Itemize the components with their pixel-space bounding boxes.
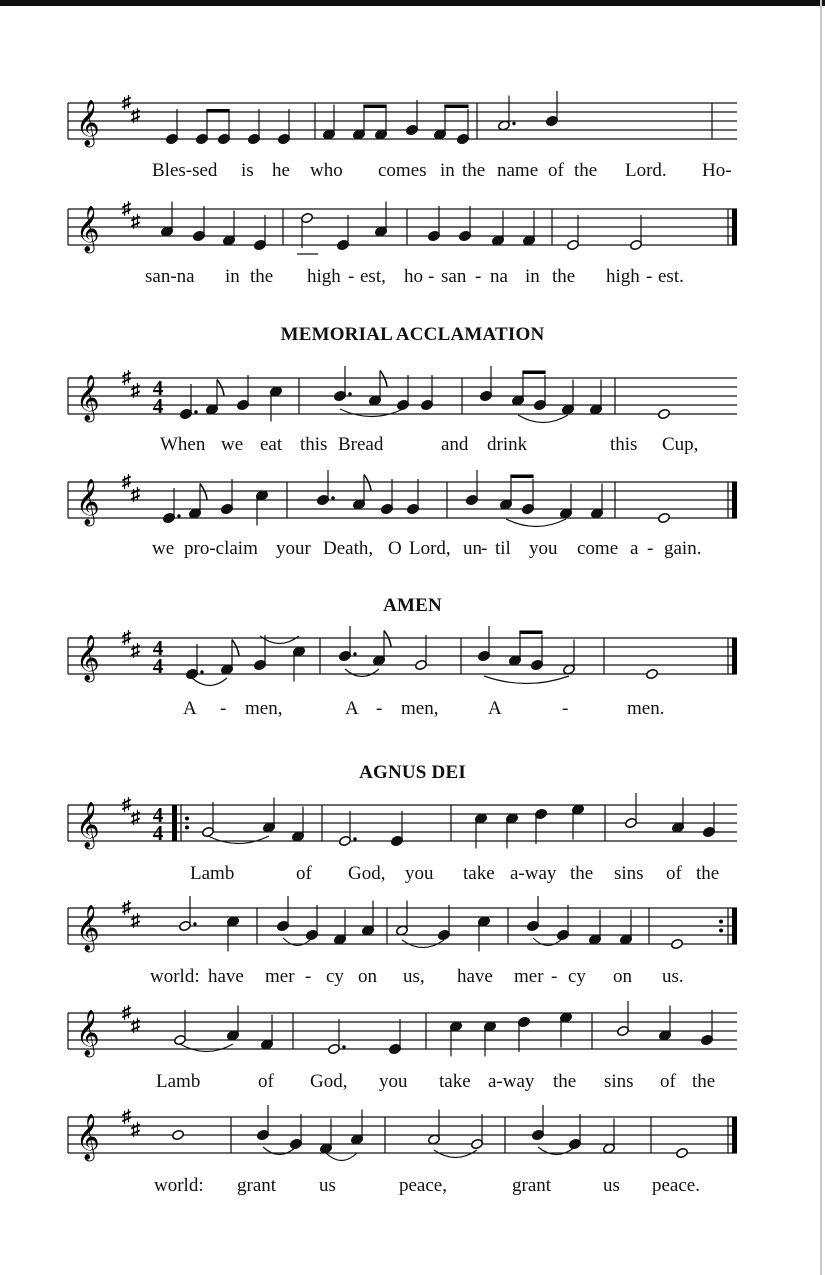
lyric-syllable: est, (360, 266, 386, 287)
repeat-dot (719, 929, 723, 933)
note-beam (522, 371, 545, 375)
note-dot (353, 652, 356, 655)
time-signature-top: 4 (152, 376, 164, 400)
lyric-syllable: san (441, 266, 467, 287)
note-beam (519, 631, 542, 635)
sharp-sign: ♯ (131, 211, 140, 231)
memorial-acclamation-heading: MEMORIAL ACCLAMATION (280, 324, 545, 345)
time-signature-bottom: 4 (152, 654, 164, 678)
lyric-syllable: Cup, (662, 434, 699, 455)
slur (326, 1153, 357, 1161)
lyric-syllable: in (440, 160, 455, 181)
lyric-syllable: grant (237, 1175, 277, 1196)
treble-clef: 𝄞 (76, 635, 100, 680)
lyric-syllable: Lord, (409, 538, 451, 559)
lyric-syllable: you (379, 1071, 408, 1092)
lyric-syllable: your (276, 538, 311, 559)
lyric-syllable: the (692, 1071, 716, 1092)
lyric-syllable: the (696, 863, 720, 884)
lyric-syllable: - (647, 538, 654, 559)
lyric-syllable: sins (614, 863, 644, 884)
note-dot (512, 122, 515, 125)
lyric-syllable: and (441, 434, 469, 455)
amen-heading: AMEN (383, 595, 442, 616)
lyric-syllable: he (272, 160, 290, 181)
lyric-syllable: high (606, 266, 640, 287)
lyric-syllable: the (574, 160, 598, 181)
lyric-syllable: us, (403, 966, 425, 987)
lyric-syllable: come (577, 538, 619, 559)
lyric-syllable: Lamb (156, 1071, 201, 1092)
lyric-syllable: ho (404, 266, 423, 287)
note-dot (194, 410, 197, 413)
lyric-syllable: - (481, 538, 488, 559)
lyric-syllable: - (376, 698, 383, 719)
lyric-syllable: - (305, 966, 312, 987)
lyric-syllable: a-way (510, 863, 557, 884)
lyric-syllable: us. (662, 966, 684, 987)
sharp-sign: ♯ (131, 807, 140, 827)
lyric-syllable: cy (326, 966, 344, 987)
repeat-end-thick (732, 908, 737, 944)
slur (345, 669, 379, 677)
lyric-syllable: men, (401, 698, 439, 719)
time-signature-top: 4 (152, 636, 164, 660)
note-dot (348, 392, 351, 395)
lyric-syllable: - (551, 966, 558, 987)
repeat-bar-thick (172, 805, 177, 841)
lyric-syllable: world: (150, 966, 200, 987)
treble-clef: 𝄞 (76, 802, 100, 847)
lyric-syllable: us (319, 1175, 336, 1196)
slur (506, 519, 566, 527)
lyric-syllable: comes (378, 160, 427, 181)
note-dot (193, 922, 196, 925)
note-head (658, 512, 671, 523)
lyric-syllable: grant (512, 1175, 552, 1196)
lyric-syllable: cy (568, 966, 586, 987)
slur (180, 1044, 233, 1052)
repeat-dot (185, 826, 189, 830)
lyric-syllable: sins (604, 1071, 634, 1092)
sharp-sign: ♯ (131, 910, 140, 930)
lyric-syllable: til (495, 538, 511, 559)
slur (434, 1150, 477, 1158)
sharp-sign: ♯ (122, 794, 131, 814)
lyric-syllable: the (462, 160, 486, 181)
lyric-syllable: Bles-sed (152, 160, 218, 181)
lyric-syllable: - (646, 266, 653, 287)
lyric-syllable: in (525, 266, 540, 287)
lyric-syllable: men, (245, 698, 283, 719)
note-beam (206, 109, 229, 113)
final-bar-thick (732, 638, 737, 674)
lyric-syllable: A (183, 698, 197, 719)
lyric-syllable: Bread (338, 434, 384, 455)
lyric-syllable: the (553, 1071, 577, 1092)
treble-clef: 𝄞 (76, 905, 100, 950)
note-beam (444, 105, 468, 109)
lyric-syllable: we (221, 434, 244, 455)
note-head (671, 938, 684, 949)
lyric-syllable: name (497, 160, 539, 181)
lyric-syllable: have (208, 966, 244, 987)
lyric-syllable: on (613, 966, 632, 987)
lyric-syllable: of (296, 863, 312, 884)
time-signature-bottom: 4 (152, 821, 164, 845)
note-dot (177, 514, 180, 517)
sharp-sign: ♯ (131, 1119, 140, 1139)
lyric-syllable: of (660, 1071, 676, 1092)
lyric-syllable: mer (265, 966, 295, 987)
lyric-syllable: God, (348, 863, 386, 884)
lyric-syllable: of (666, 863, 682, 884)
note-head (676, 1147, 689, 1158)
slur (192, 678, 227, 686)
final-bar-thick (732, 209, 737, 245)
lyric-syllable: gain. (664, 538, 702, 559)
note-dot (353, 837, 356, 840)
lyric-syllable: this (300, 434, 328, 455)
lyric-syllable: take (439, 1071, 471, 1092)
slur (260, 636, 299, 644)
lyric-syllable: est. (658, 266, 684, 287)
note-head (172, 1129, 185, 1140)
lyric-syllable: who (310, 160, 343, 181)
lyric-syllable: When (160, 434, 206, 455)
lyric-syllable: pro-claim (184, 538, 258, 559)
lyric-syllable: the (250, 266, 274, 287)
time-signature-bottom: 4 (152, 394, 164, 418)
sharp-sign: ♯ (122, 897, 131, 917)
lyric-syllable: a-way (488, 1071, 535, 1092)
sharp-sign: ♯ (122, 1106, 131, 1126)
lyric-syllable: Lamb (190, 863, 235, 884)
sharp-sign: ♯ (131, 640, 140, 660)
lyric-syllable: is (241, 160, 254, 181)
slur (340, 409, 403, 417)
slur (208, 836, 269, 844)
treble-clef: 𝄞 (76, 206, 100, 251)
time-signature-top: 4 (152, 803, 164, 827)
lyric-syllable: Lord. (625, 160, 667, 181)
note-dot (200, 670, 203, 673)
lyric-syllable: un (463, 538, 482, 559)
lyric-syllable: us (603, 1175, 620, 1196)
lyric-syllable: Death, (323, 538, 374, 559)
treble-clef: 𝄞 (76, 1114, 100, 1159)
treble-clef: 𝄞 (76, 375, 100, 420)
slur (518, 415, 568, 423)
lyric-syllable: peace. (652, 1175, 700, 1196)
treble-clef: 𝄞 (76, 100, 100, 145)
agnus-dei-heading: AGNUS DEI (359, 762, 466, 783)
lyric-syllable: the (570, 863, 594, 884)
lyric-syllable: O (388, 538, 402, 559)
note-head (646, 668, 659, 679)
sharp-sign: ♯ (122, 627, 131, 647)
lyric-syllable: A (345, 698, 359, 719)
lyric-syllable: - (428, 266, 435, 287)
sharp-sign: ♯ (131, 380, 140, 400)
sharp-sign: ♯ (131, 105, 140, 125)
treble-clef: 𝄞 (76, 1010, 100, 1055)
lyric-syllable: drink (487, 434, 528, 455)
lyric-syllable: - (475, 266, 482, 287)
sharp-sign: ♯ (131, 484, 140, 504)
repeat-dot (719, 920, 723, 924)
lyric-syllable: we (152, 538, 175, 559)
treble-clef: 𝄞 (76, 479, 100, 524)
lyric-syllable: this (610, 434, 638, 455)
lyric-syllable: eat (260, 434, 283, 455)
lyric-syllable: world: (154, 1175, 204, 1196)
sharp-sign: ♯ (122, 198, 131, 218)
lyric-syllable: peace, (399, 1175, 447, 1196)
note-beam (363, 105, 386, 109)
note-dot (331, 496, 334, 499)
lyric-syllable: on (358, 966, 377, 987)
lyric-syllable: you (405, 863, 434, 884)
lyric-syllable: mer (514, 966, 544, 987)
note-beam (510, 475, 533, 479)
slur (484, 676, 569, 684)
sharp-sign: ♯ (122, 367, 131, 387)
lyric-syllable: men. (627, 698, 665, 719)
lyric-syllable: have (457, 966, 493, 987)
lyric-syllable: Ho- (702, 160, 732, 181)
lyric-syllable: take (463, 863, 495, 884)
lyric-syllable: in (225, 266, 240, 287)
lyric-syllable: of (548, 160, 564, 181)
sharp-sign: ♯ (131, 1015, 140, 1035)
final-bar-thick (732, 1117, 737, 1153)
sharp-sign: ♯ (122, 471, 131, 491)
repeat-dot (185, 817, 189, 821)
lyric-syllable: a (630, 538, 639, 559)
lyric-syllable: God, (310, 1071, 348, 1092)
lyric-syllable: na (490, 266, 508, 287)
lyric-syllable: you (529, 538, 558, 559)
lyric-syllable: - (562, 698, 569, 719)
final-bar-thick (732, 482, 737, 518)
lyric-syllable: A (488, 698, 502, 719)
lyric-syllable: - (220, 698, 227, 719)
lyric-syllable: - (348, 266, 355, 287)
sharp-sign: ♯ (122, 92, 131, 112)
note-dot (342, 1045, 345, 1048)
lyric-syllable: high (307, 266, 341, 287)
note-head (658, 408, 671, 419)
sharp-sign: ♯ (122, 1002, 131, 1022)
lyric-syllable: of (258, 1071, 274, 1092)
lyric-syllable: san-na (145, 266, 195, 287)
lyric-syllable: the (552, 266, 576, 287)
